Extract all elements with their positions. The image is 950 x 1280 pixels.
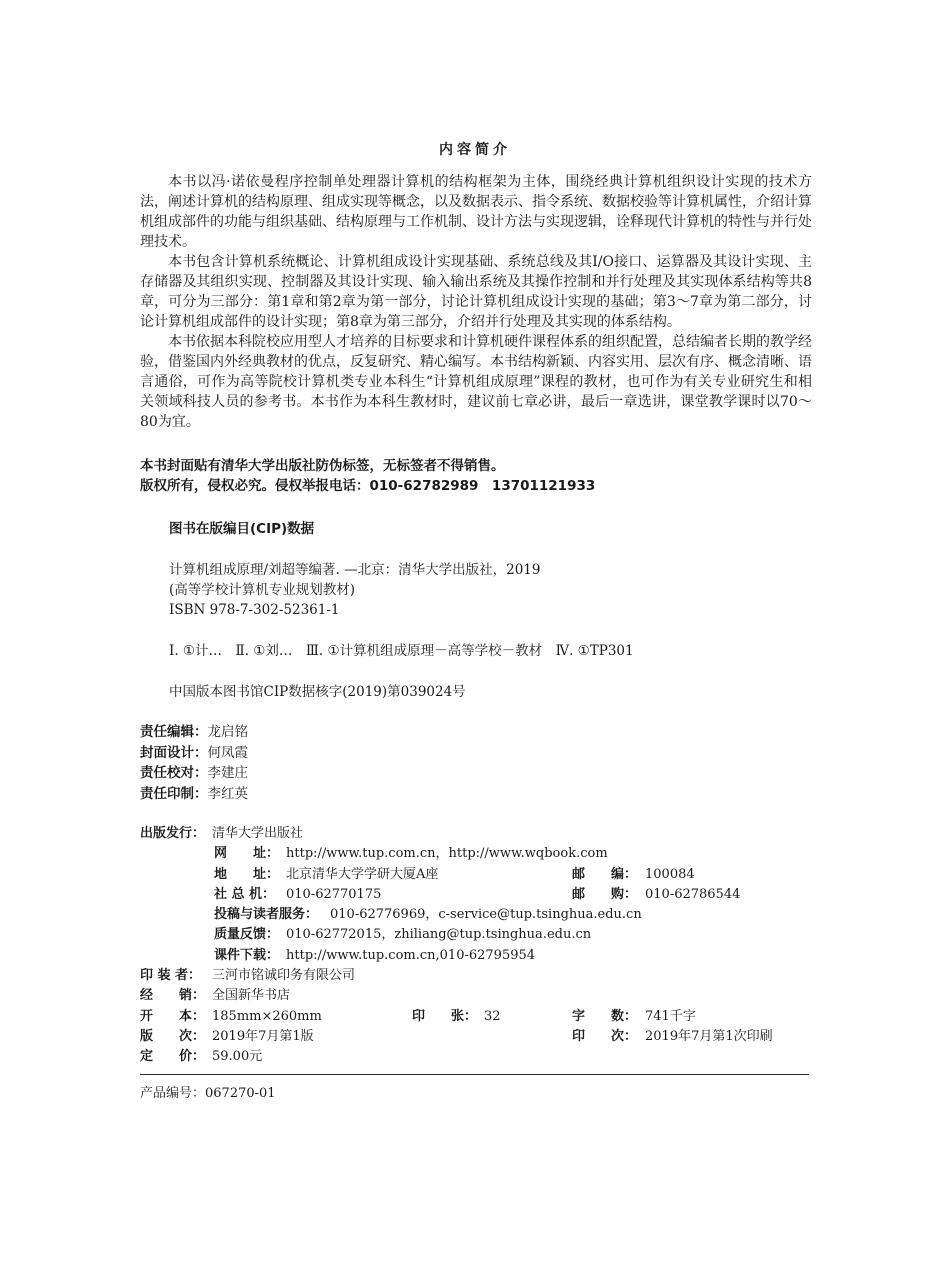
price-row: [140, 1047, 820, 1067]
cip-line: 计算机组成原理/刘超等编著. —北京：清华大学出版社，2019: [169, 562, 541, 578]
anti-piracy-notice: [140, 456, 820, 496]
publisher-label: 出版发行：: [140, 826, 206, 841]
quality-label: 质量反馈：: [214, 927, 280, 943]
cip-heading: 图书在版编目(CIP)数据: [169, 521, 315, 537]
switchboard-value: 010-62770175: [286, 886, 382, 902]
cip-record: [169, 560, 809, 620]
cip-line: (高等学校计算机专业规划教材): [169, 582, 356, 598]
notice-line: 版权所有，侵权必究。侵权举报电话：010-62782989 13701121933: [140, 478, 596, 494]
printer-row: [140, 966, 820, 986]
quality-row: [140, 925, 820, 945]
sheets-value: 32: [484, 1008, 501, 1024]
printer-value: 三河市铭诚印务有限公司: [212, 968, 356, 984]
web-label: 网 址：: [214, 846, 280, 862]
web-value: http://www.tup.com.cn，http://www.wqbook.com: [286, 846, 608, 862]
courseware-label: 课件下载：: [214, 947, 280, 963]
address-row: [140, 865, 820, 885]
address-label: 地 址：: [214, 866, 280, 882]
staff-label: 责任印制：: [140, 785, 208, 802]
postcode-value: 100084: [645, 866, 695, 882]
summary-paragraph: 本书依据本科院校应用型人才培养的目标要求和计算机硬件课程体系的组织配置，总结编者长期的教学经验，借鉴国内外经典教材的优点，反复研究、精心编写。本书结构新颖、内容实用、层次有序、概念清晰、语言通俗，可作为高等院校计算机类专业本科生“计算机组成原理”课程的教材，也可作为有关专业研究生和相关领域科技人员的参考书。本书作为本科生教材时，建议前七章必讲，最后一章选讲，课堂教学课时以70～80为宜。: [140, 334, 812, 430]
staff-row: [140, 743, 248, 764]
staff-value: 李红英: [207, 785, 248, 802]
price-label: 定 价：: [140, 1049, 206, 1065]
web-row: [140, 844, 820, 864]
address-value: 北京清华大学学研大厦A座: [286, 866, 439, 882]
staff-label: 封面设计：: [140, 744, 208, 761]
mailorder-label: 邮 购：: [572, 886, 638, 902]
switchboard-label: 社 总 机：: [214, 886, 276, 902]
cip-number: 中国版本图书馆CIP数据核字(2019)第039024号: [169, 684, 466, 700]
quality-value: 010-62772015，zhiliang@tup.tsinghua.edu.cn: [286, 927, 592, 943]
format-value: 185mm×260mm: [212, 1008, 322, 1024]
divider: [140, 1074, 809, 1075]
edition-row: [140, 1027, 820, 1047]
staff-label: 责任校对：: [140, 765, 208, 781]
edition-label: 版 次：: [140, 1028, 206, 1044]
printer-label: 印 装 者：: [140, 968, 202, 984]
distributor-row: [140, 986, 820, 1006]
summary-paragraph: 本书以冯·诺依曼程序控制单处理器计算机的结构框架为主体，围绕经典计算机组织设计实现的技术方法，阐述计算机的结构原理、组成实现等概念，以及数据表示、指令系统、数据校验等计算机属性，介绍计算机组成部件的功能与组织基础、结构原理与工作机制、设计方法与实现逻辑，诠释现代计算机的特性与并行处理技术。: [140, 174, 812, 250]
courseware-row: [140, 946, 820, 966]
service-value: 010-62776969，c-service@tup.tsinghua.edu.cn: [330, 907, 642, 923]
format-label: 开 本：: [140, 1008, 206, 1024]
price-value: 59.00元: [212, 1049, 263, 1065]
summary-body: [140, 172, 812, 432]
format-row: [140, 1007, 820, 1027]
sheets-label: 印 张：: [412, 1008, 478, 1024]
service-row: [140, 905, 820, 925]
cip-classification: Ⅰ. ①计… Ⅱ. ①刘… Ⅲ. ①计算机组成原理－高等学校－教材 Ⅳ. ①TP301: [169, 643, 634, 659]
product-number: 产品编号：067270-01: [140, 1086, 276, 1101]
publisher-name: 清华大学出版社: [212, 826, 304, 841]
words-label: 字 数：: [572, 1008, 638, 1024]
publisher-row: [140, 824, 820, 844]
distributor-label: 经 销：: [140, 988, 206, 1004]
summary-paragraph: 本书包含计算机系统概论、计算机组成设计实现基础、系统总线及其I/O接口、运算器及其设计实现、主存储器及其组织实现、控制器及其设计实现、输入输出系统及其操作控制和并行处理及其实现体系结构等共8章，可分为三部分：第1章和第2章为第一部分，讨论计算机组成设计实现的基础；第3～7章为第二部分，讨论计算机组成部件的设计实现；第8章为第三部分，介绍并行处理及其实现的体系结构。: [140, 254, 812, 330]
staff-row: [140, 784, 248, 805]
impression-label: 印 次：: [572, 1028, 638, 1044]
staff-row: [140, 722, 248, 743]
editorial-staff: [140, 722, 248, 804]
postcode-label: 邮 编：: [572, 866, 638, 882]
switchboard-row: [140, 885, 820, 905]
distributor-value: 全国新华书店: [212, 988, 291, 1004]
notice-line: 本书封面贴有清华大学出版社防伪标签，无标签者不得销售。: [140, 458, 505, 474]
mailorder-value: 010-62786544: [645, 886, 741, 902]
staff-value: 李建庄: [207, 765, 248, 781]
summary-title: 内容简介: [439, 142, 511, 158]
staff-value: 何凤霞: [207, 744, 248, 761]
words-value: 741千字: [645, 1008, 696, 1024]
staff-row: [140, 763, 248, 784]
staff-label: 责任编辑：: [140, 724, 208, 740]
service-label: 投稿与读者服务：: [214, 907, 319, 923]
staff-value: 龙启铭: [207, 724, 248, 740]
courseware-value: http://www.tup.com.cn,010-62795954: [286, 947, 536, 963]
cip-line: ISBN 978-7-302-52361-1: [169, 602, 340, 618]
impression-value: 2019年7月第1次印刷: [645, 1028, 773, 1044]
edition-value: 2019年7月第1版: [212, 1028, 314, 1044]
publication-info: [140, 824, 820, 1068]
